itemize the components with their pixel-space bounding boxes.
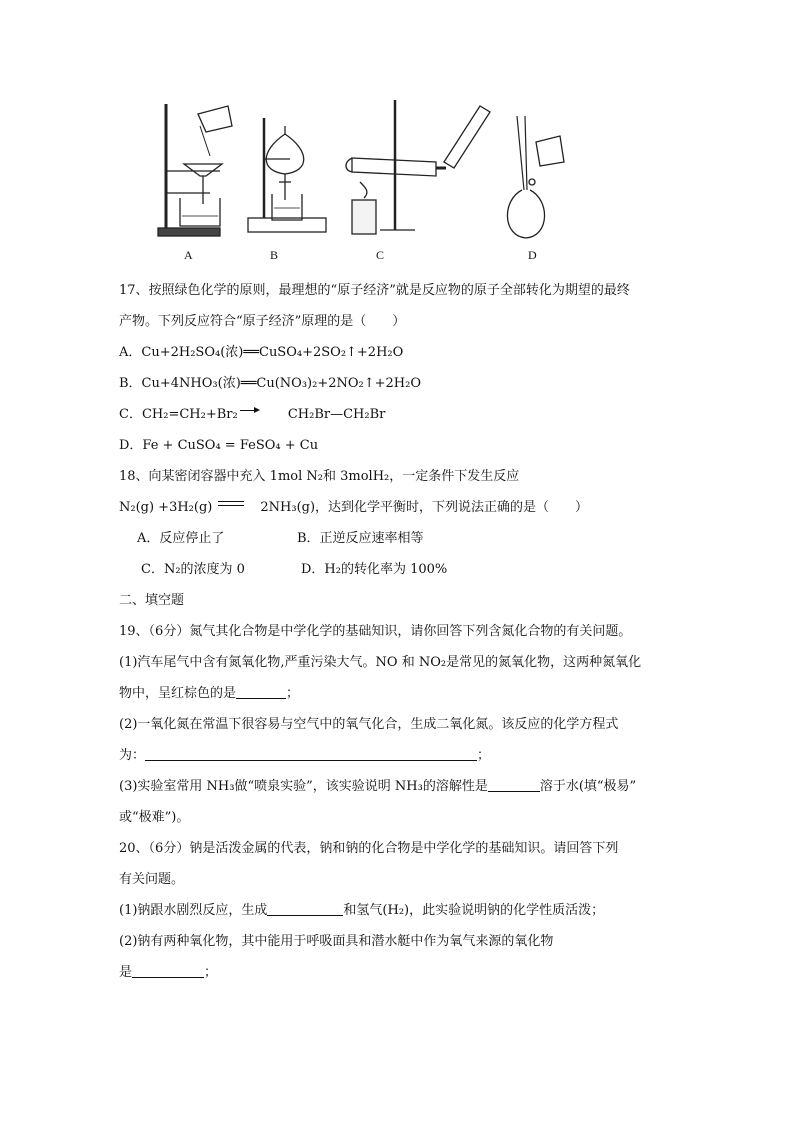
q18-equation-reactants: N₂(g) +3H₂(g) [119,500,213,515]
apparatus-b-separatory-funnel [248,118,326,232]
q17-option-d: D．Fe + CuSO₄ = FeSO₄ + Cu [119,438,319,453]
q19-part1-line2 [119,685,299,703]
figure-label-b: B [270,248,279,262]
q18-equation-line [119,499,588,517]
q20-part1-text-end: 和氢气(H₂)，此实验说明钠的化学性质活泼； [343,903,605,918]
q19-part2-line1: (2)一氧化氮在常温下很容易与空气中的氧气化合，生成二氧化氮。该反应的化学方程式 [119,717,619,732]
q19-part3-text-end: 溶于水(填“极易” [539,779,637,794]
q17-option-b: B．Cu+4NHO₃(浓)══Cu(NO₃)₂+2NO₂↑+2H₂O [119,376,422,391]
q18-option-a: A．反应停止了 [137,531,225,546]
apparatus-c-heating-tube [346,100,490,234]
equilibrium-arrows-icon [218,499,246,509]
q20-stem-line1: 20、（6分）钠是活泼金属的代表，钠和钠的化合物是中学化学的基础知识。请回答下列 [119,841,619,856]
q19-part2-end: ； [477,748,491,763]
apparatus-d-volumetric-flask [507,116,564,238]
q18-stem-line1: 18、向某密闭容器中充入 1mol N₂和 3molH₂，一定条件下发生反应 [119,469,520,484]
q19-part1-end: ； [286,686,300,701]
q20-part2-text: 是 [119,965,133,980]
q18-equation-products: 2NH₃(g)，达到化学平衡时，下列说法正确的是（ ） [260,500,589,515]
apparatus-a-filtration [158,104,232,236]
q19-part1-text: 物中，呈红棕色的是 [119,686,237,701]
q20-part1-answer-blank[interactable] [267,902,343,916]
q19-part3-line1 [119,778,636,796]
q19-part3-text: (3)实验室常用 NH₃做“喷泉实验”，该实验说明 NH₃的溶解性是 [119,779,488,794]
q20-part1-line [119,902,604,920]
q19-part1-line1: (1)汽车尾气中含有氮氧化物,严重污染大气。NO 和 NO₂是常见的氮氧化物，这两种氮氧化 [119,655,642,670]
q18-option-b: B．正逆反应速率相等 [297,531,424,546]
q19-part2-line2 [119,747,490,765]
q20-part2-line1: (2)钠有两种氧化物，其中能用于呼吸面具和潜水艇中作为氧气来源的氧化物 [119,934,554,949]
q20-part2-end: ； [204,965,218,980]
reaction-arrow-icon [240,406,262,416]
q17-option-c-product: CH₂Br—CH₂Br [287,407,386,422]
q17-option-c [119,406,385,424]
figure-label-c: C [376,248,385,262]
q17-stem-line2: 产物。下列反应符合“原子经济”原理的是（ ） [119,314,406,329]
q20-stem-line2: 有关问题。 [119,872,185,887]
q19-stem: 19、（6分）氮气其化合物是中学化学的基础知识，请你回答下列含氮化合物的有关问题。 [119,624,632,639]
q18-options-row2 [141,561,448,579]
q18-option-d: D．H₂的转化率为 100% [301,562,448,577]
q18-option-c: C．N₂的浓度为 0 [141,562,245,577]
q19-part1-answer-blank[interactable] [236,685,286,699]
q19-part2-answer-blank[interactable] [145,747,477,761]
q17-option-c-reactants: C．CH₂=CH₂+Br₂ [119,407,238,422]
q20-part2-answer-blank[interactable] [132,964,204,978]
q19-part2-text: 为： [119,748,146,763]
q17-stem-line1: 17、按照绿色化学的原则，最理想的“原子经济”就是反应物的原子全部转化为期望的最终 [119,283,630,298]
q17-option-a: A．Cu+2H₂SO₄(浓)══CuSO₄+2SO₂↑+2H₂O [119,345,404,360]
q20-part1-text: (1)钠跟水剧烈反应，生成 [119,903,268,918]
q20-part2-line2 [119,964,217,982]
lab-apparatus-figure [140,96,580,266]
section-title: 二、填空题 [119,593,185,608]
q19-part3-answer-blank[interactable] [488,778,540,792]
q19-part3-line2: 或“极难”)。 [119,810,190,825]
figure-label-d: D [528,248,537,262]
figure-label-a: A [184,248,193,262]
q18-options-row1 [137,530,424,548]
